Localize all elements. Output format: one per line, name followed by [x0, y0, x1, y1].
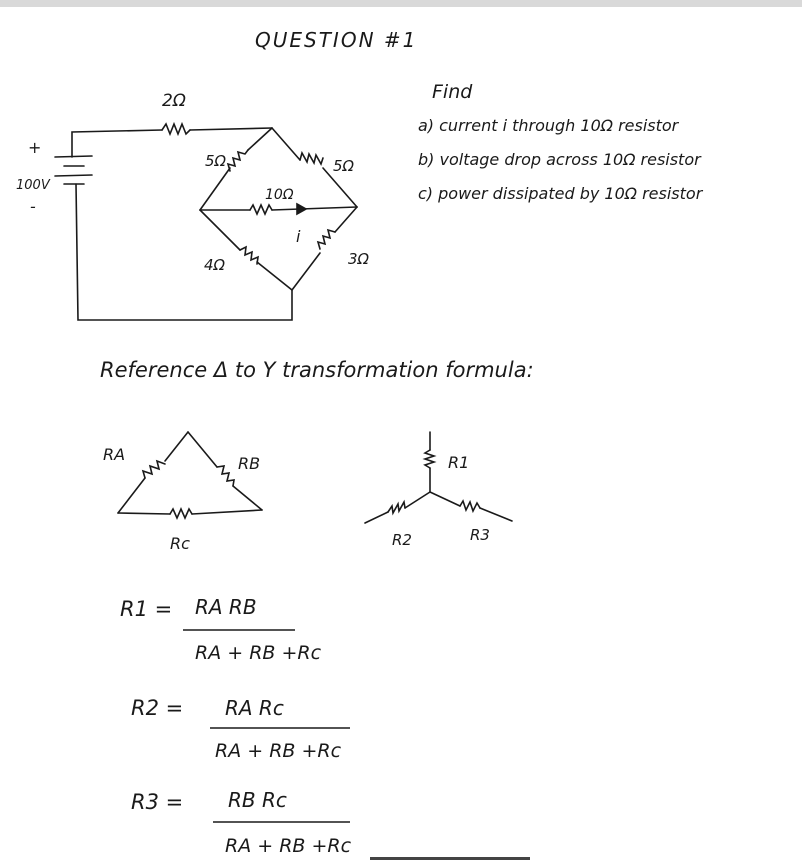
wire-left-lower	[76, 184, 292, 320]
wire-left-upper	[72, 130, 162, 157]
find-item-c: c) power dissipated by 10Ω resistor	[418, 184, 703, 203]
branch-bottom-right	[335, 207, 357, 232]
wire-top	[190, 128, 272, 130]
wye-label-r1: R1	[448, 453, 470, 472]
wye-resistor-r2	[388, 502, 405, 513]
label-3ohm: 3Ω	[348, 250, 370, 268]
formula-r1-numerator: RA RB	[195, 595, 257, 619]
delta-bottom-side	[118, 513, 170, 514]
find-item-b: b) voltage drop across 10Ω resistor	[418, 150, 701, 169]
page-bottom-rule	[370, 857, 530, 860]
resistor-3ohm	[318, 230, 335, 249]
delta-resistor-ra	[143, 461, 165, 478]
wire-middle-right	[272, 207, 357, 210]
wye-right-branch	[430, 492, 460, 506]
source-voltage-label: 100V	[16, 178, 50, 193]
branch-top-right	[272, 128, 300, 160]
delta-right-side	[188, 432, 217, 467]
delta-label-rb: RB	[238, 454, 261, 473]
formula-r2-denominator: RA + RB +Rc	[215, 740, 342, 762]
formula-r1-denominator: RA + RB +Rc	[195, 642, 322, 664]
wye-right-branch-2	[480, 508, 512, 521]
label-current-i: i	[296, 227, 301, 246]
current-arrow	[297, 204, 306, 214]
wye-left-branch	[405, 492, 430, 508]
resistor-4ohm	[240, 247, 258, 264]
branch-top-left-2	[200, 168, 230, 210]
battery-long-plate	[55, 156, 92, 157]
wye-network	[365, 432, 512, 523]
label-4ohm: 4Ω	[204, 256, 226, 274]
wye-label-r3: R3	[470, 526, 490, 544]
label-2ohm: 2Ω	[162, 91, 186, 111]
formula-r2	[131, 696, 350, 762]
resistor-10ohm	[250, 205, 272, 214]
delta-left-side-2	[165, 432, 188, 461]
delta-label-rc: Rc	[170, 534, 190, 553]
branch-bottom-right-2	[292, 253, 320, 290]
battery-long-plate-2	[55, 175, 92, 176]
find-heading: Find	[432, 81, 473, 103]
find-item-a: a) current i through 10Ω resistor	[418, 116, 679, 135]
wye-left-branch-2	[365, 512, 388, 523]
formula-r3	[131, 788, 352, 857]
branch-bottom-left	[200, 210, 240, 250]
formula-r3-denominator: RA + RB +Rc	[225, 835, 352, 857]
reference-heading: Reference Δ to Y transformation formula:	[100, 358, 534, 382]
resistor-2ohm	[162, 124, 190, 134]
delta-resistor-rb	[217, 466, 234, 486]
wye-label-r2: R2	[392, 531, 412, 549]
resistor-5ohm-right	[300, 153, 323, 164]
delta-right-side-2	[233, 486, 262, 510]
label-10ohm: 10Ω	[265, 187, 294, 203]
formula-r1	[120, 595, 322, 664]
label-5ohm-right: 5Ω	[333, 157, 355, 175]
delta-network	[118, 432, 262, 518]
delta-bottom-side-2	[192, 510, 262, 514]
minus-sign: -	[30, 197, 36, 216]
delta-left-side	[118, 478, 145, 513]
formula-r2-lhs: R2 =	[131, 696, 184, 720]
formula-r3-numerator: RB Rc	[228, 788, 287, 812]
delta-label-ra: RA	[103, 445, 126, 464]
resistor-5ohm-left	[228, 150, 248, 171]
plus-sign: +	[28, 138, 42, 157]
formula-r3-lhs: R3 =	[131, 790, 184, 814]
label-5ohm-left: 5Ω	[205, 152, 227, 170]
formula-r2-numerator: RA Rc	[225, 696, 284, 720]
branch-top-left	[248, 128, 272, 150]
question-title: QUESTION #1	[255, 28, 418, 52]
wye-resistor-r1	[425, 450, 434, 468]
delta-resistor-rc	[170, 509, 192, 518]
branch-bottom-left-2	[257, 262, 292, 290]
formula-r1-lhs: R1 =	[120, 597, 173, 621]
wye-resistor-r3	[460, 501, 480, 511]
